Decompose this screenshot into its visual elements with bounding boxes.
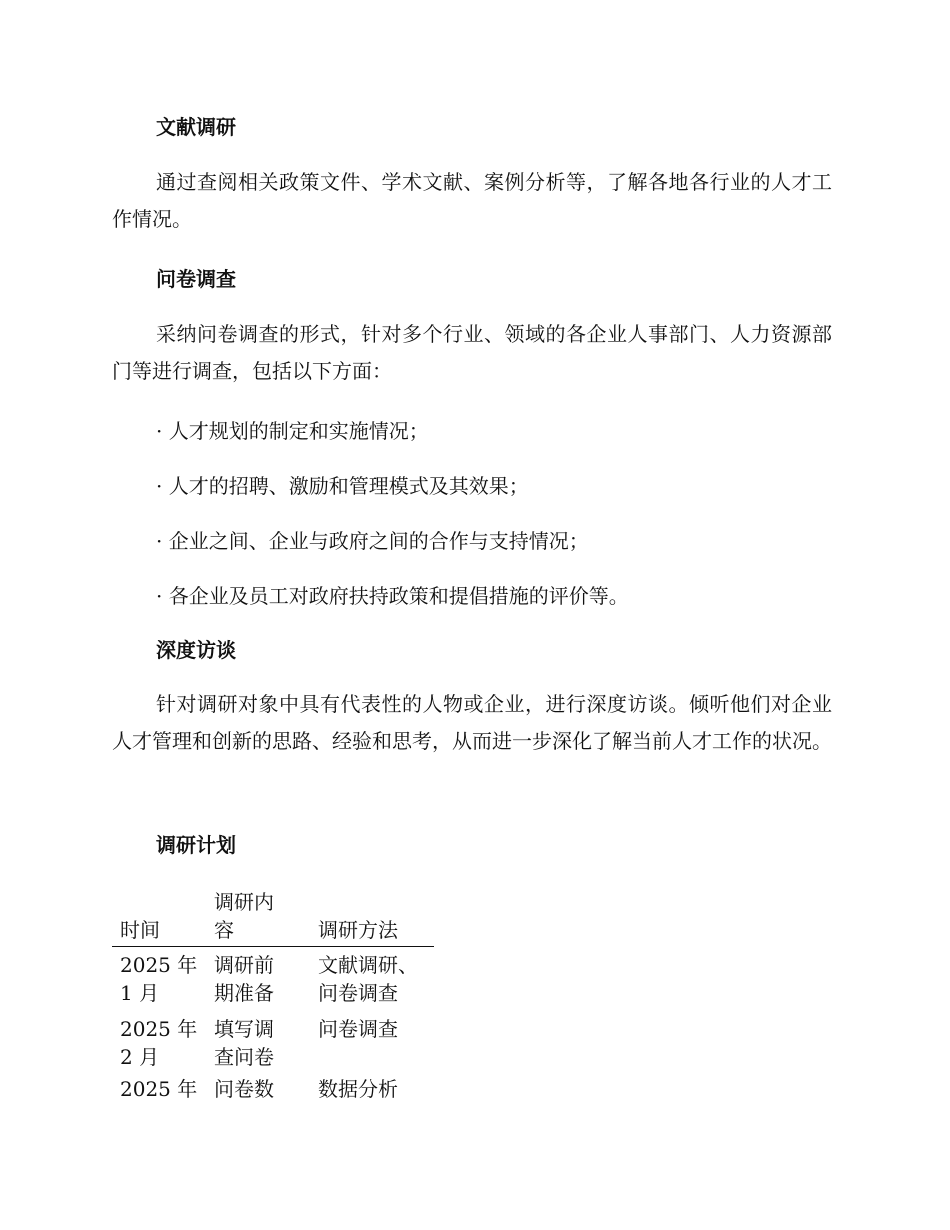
section-heading-survey: 问卷调查 [156,267,236,291]
table-cell-time: 2025 年 [120,1077,198,1101]
paragraph-survey: 采纳问卷调查的形式，针对多个行业、领域的各企业人事部门、人力资源部门等进行调查，包括以下方面： [112,322,832,383]
table-cell-method: 问卷调查 [318,1017,398,1041]
table-header-method: 调研方法 [318,918,398,942]
table-row [112,947,434,1015]
paragraph-interview: 针对调研对象中具有代表性的人物或企业，进行深度访谈。倾听他们对企业人才管理和创新的思路、经验和思考，从而进一步深化了解当前人才工作的状况。 [112,692,832,753]
bullet-item-recruitment: · 人才的招聘、激励和管理模式及其效果； [156,474,529,498]
section-heading-plan: 调研计划 [156,833,236,857]
section-heading-literature: 文献调研 [156,115,236,139]
table-cell-method: 文献调研、 问卷调查 [318,953,418,1005]
research-plan-table [112,884,434,1105]
table-cell-content: 填写调 查问卷 [214,1017,274,1069]
table-cell-time: 2025 年 2 月 [120,1017,198,1069]
table-row [112,1015,434,1075]
table-header-row [112,884,434,947]
section-heading-interview: 深度访谈 [156,638,236,662]
table-cell-content: 调研前 期准备 [214,953,274,1005]
table-header-content: 调研内 容 [214,890,274,942]
table-header-time: 时间 [120,918,160,942]
bullet-item-planning: · 人才规划的制定和实施情况； [156,419,429,443]
table-cell-time: 2025 年 1 月 [120,953,198,1005]
table-cell-method: 数据分析 [318,1077,398,1101]
bullet-item-cooperation: · 企业之间、企业与政府之间的合作与支持情况； [156,529,589,553]
paragraph-literature: 通过查阅相关政策文件、学术文献、案例分析等，了解各地各行业的人才工作情况。 [112,170,832,231]
table-row [112,1075,434,1105]
bullet-item-evaluation: · 各企业及员工对政府扶持政策和提倡措施的评价等。 [156,584,629,608]
table-cell-content: 问卷数 [214,1077,274,1101]
